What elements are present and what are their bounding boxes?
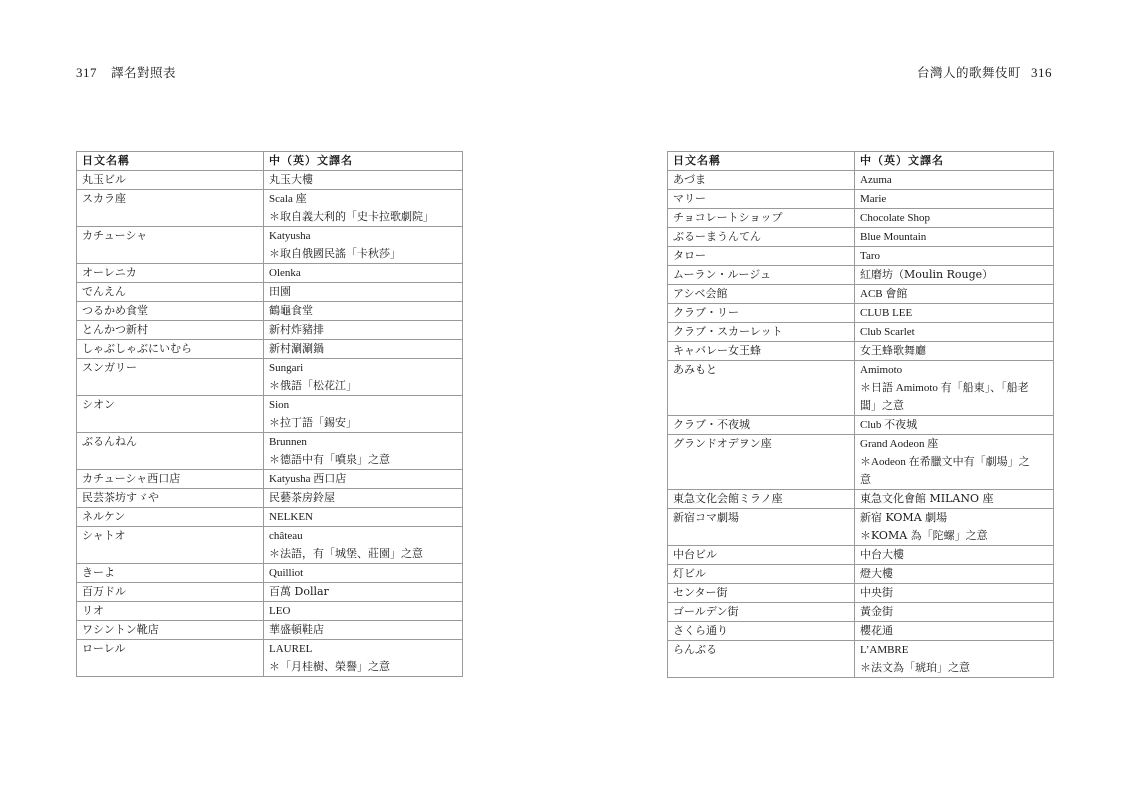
translated-name: 女王蜂歌舞廳	[860, 344, 926, 357]
translated-name-cell	[264, 527, 463, 564]
running-title: 台灣人的歌舞伎町	[916, 65, 1021, 80]
translated-name-cell	[855, 565, 1054, 584]
translated-name-cell	[855, 228, 1054, 247]
translated-name: Scala 座	[269, 193, 307, 205]
japanese-name: ワシントン靴店	[77, 621, 264, 640]
japanese-name: クラブ・スカーレット	[668, 323, 855, 342]
table-row	[668, 565, 1054, 584]
table-row	[77, 433, 463, 470]
table-row	[668, 228, 1054, 247]
table-row	[668, 190, 1054, 209]
translated-name-cell	[855, 304, 1054, 323]
translated-name-cell	[855, 190, 1054, 209]
table-row	[77, 527, 463, 564]
translated-name: Brunnen	[269, 436, 307, 448]
page-number: 317	[76, 65, 97, 80]
translated-name-cell	[264, 227, 463, 264]
translated-name: CLUB LEE	[860, 307, 913, 319]
column-header-japanese: 日文名稱	[668, 152, 855, 171]
translated-name: Grand Aodeon 座	[860, 438, 939, 450]
japanese-name: 新宿コマ劇場	[668, 509, 855, 546]
translated-name-cell	[855, 546, 1054, 565]
japanese-name: きーよ	[77, 564, 264, 583]
translated-name-cell	[264, 583, 463, 602]
table-row	[77, 489, 463, 508]
translated-name-cell	[264, 340, 463, 359]
table-row	[77, 602, 463, 621]
translated-name-cell	[855, 361, 1054, 416]
table-row	[668, 509, 1054, 546]
japanese-name: ローレル	[77, 640, 264, 677]
glossary-table-right	[667, 151, 1054, 678]
translated-name-cell	[264, 508, 463, 527]
table-row	[668, 247, 1054, 266]
table-row	[668, 416, 1054, 435]
translated-name-cell	[264, 489, 463, 508]
translation-note: ＊俄語「松花江」	[269, 380, 357, 392]
translation-note: ＊法文為「琥珀」之意	[860, 662, 970, 674]
japanese-name: ぶるーまうんてん	[668, 228, 855, 247]
japanese-name: スンガリー	[77, 359, 264, 396]
japanese-name: センター街	[668, 584, 855, 603]
translated-name: 中央街	[860, 586, 893, 599]
translation-note: ＊「月桂樹、榮譽」之意	[269, 661, 390, 673]
translation-note: ＊德語中有「噴泉」之意	[269, 454, 390, 466]
translated-name: 民藝茶房鈴屋	[269, 491, 335, 504]
translated-name: château	[269, 530, 303, 542]
japanese-name: ネルケン	[77, 508, 264, 527]
japanese-name: とんかつ新村	[77, 321, 264, 340]
japanese-name: つるかめ食堂	[77, 302, 264, 321]
translated-name: Sion	[269, 399, 290, 411]
table-row	[668, 209, 1054, 228]
translated-name: Azuma	[860, 174, 892, 186]
translated-name: Marie	[860, 193, 887, 205]
translation-note: ＊日語 Amimoto 有「船東」、「船老	[860, 382, 1029, 394]
translated-name: Katyusha	[269, 230, 311, 242]
japanese-name: あみもと	[668, 361, 855, 416]
table-row	[77, 508, 463, 527]
japanese-name: でんえん	[77, 283, 264, 302]
translated-name-cell	[855, 171, 1054, 190]
table-row	[668, 266, 1054, 285]
column-header-translation: 中（英）文譯名	[264, 152, 463, 171]
table-row	[668, 584, 1054, 603]
column-header-translation: 中（英）文譯名	[855, 152, 1054, 171]
translated-name-cell	[855, 247, 1054, 266]
japanese-name: チョコレートショップ	[668, 209, 855, 228]
table-row	[77, 321, 463, 340]
translated-name: 新宿 KOMA 劇場	[860, 511, 948, 524]
translated-name-cell	[264, 621, 463, 640]
japanese-name: 灯ビル	[668, 565, 855, 584]
translated-name: 燈大樓	[860, 567, 893, 580]
table-header-row	[77, 152, 463, 171]
japanese-name: グランドオデヲン座	[668, 435, 855, 490]
japanese-name: マリー	[668, 190, 855, 209]
japanese-name: さくら通り	[668, 622, 855, 641]
translated-name-cell	[264, 564, 463, 583]
translated-name-cell	[264, 190, 463, 227]
translation-note-continued: 闆」之意	[860, 400, 904, 412]
japanese-name: ムーラン・ルージュ	[668, 266, 855, 285]
table-row	[77, 171, 463, 190]
translated-name-cell	[264, 264, 463, 283]
translated-name-cell	[855, 209, 1054, 228]
table-row	[77, 283, 463, 302]
translated-name: Olenka	[269, 267, 301, 279]
translated-name: 黃金街	[860, 605, 893, 618]
japanese-name: タロー	[668, 247, 855, 266]
table-row	[77, 302, 463, 321]
table-row	[77, 396, 463, 433]
translated-name-cell	[855, 641, 1054, 678]
translation-note: ＊法語，有「城堡、莊園」之意	[269, 548, 423, 560]
table-row	[77, 470, 463, 489]
translation-note: ＊取自義大利的「史卡拉歌劇院」	[269, 211, 434, 223]
translation-note: ＊拉丁語「錫安」	[269, 417, 357, 429]
table-row	[77, 640, 463, 677]
running-head-right	[917, 63, 1052, 81]
table-row	[668, 603, 1054, 622]
translated-name: 華盛頓鞋店	[269, 623, 324, 636]
table-row	[668, 435, 1054, 490]
translated-name-cell	[855, 584, 1054, 603]
translated-name: Katyusha 西口店	[269, 473, 347, 485]
table-row	[77, 227, 463, 264]
translation-note: ＊Aodeon 在希臘文中有「劇場」之	[860, 456, 1030, 468]
japanese-name: シオン	[77, 396, 264, 433]
translated-name: Club 不夜城	[860, 419, 918, 431]
translated-name: Taro	[860, 250, 880, 262]
translated-name: 田園	[269, 285, 291, 298]
page-number: 316	[1031, 65, 1052, 80]
table-row	[77, 583, 463, 602]
column-header-japanese: 日文名稱	[77, 152, 264, 171]
translation-note: ＊KOMA 為「陀螺」之意	[860, 529, 988, 542]
table-row	[77, 190, 463, 227]
translated-name: 百萬 Dollar	[269, 585, 329, 598]
translated-name: LEO	[269, 605, 291, 617]
table-row	[668, 304, 1054, 323]
translated-name-cell	[855, 285, 1054, 304]
translated-name-cell	[855, 416, 1054, 435]
japanese-name: アシベ会館	[668, 285, 855, 304]
translated-name-cell	[264, 302, 463, 321]
translated-name-cell	[264, 396, 463, 433]
table-row	[668, 641, 1054, 678]
running-title: 譯名對照表	[111, 65, 177, 80]
translated-name: Amimoto	[860, 364, 903, 376]
table-row	[668, 490, 1054, 509]
japanese-name: 百万ドル	[77, 583, 264, 602]
japanese-name: オーレニカ	[77, 264, 264, 283]
japanese-name: 民芸茶坊すゞや	[77, 489, 264, 508]
translated-name-cell	[855, 266, 1054, 285]
japanese-name: しゃぶしゃぶにいむら	[77, 340, 264, 359]
translated-name: 紅磨坊（Moulin Rouge）	[860, 268, 994, 281]
translated-name: Sungari	[269, 362, 304, 374]
table-row	[77, 359, 463, 396]
translated-name: Quilliot	[269, 567, 304, 579]
translated-name: 中台大樓	[860, 548, 904, 561]
table-row	[668, 361, 1054, 416]
translated-name: Chocolate Shop	[860, 212, 930, 224]
glossary-table-left	[76, 151, 463, 677]
japanese-name: クラブ・不夜城	[668, 416, 855, 435]
table-row	[77, 340, 463, 359]
japanese-name: あづま	[668, 171, 855, 190]
translated-name: 東急文化會館 MILANO 座	[860, 492, 994, 505]
translated-name: 鶴龜食堂	[269, 304, 313, 317]
translated-name-cell	[855, 490, 1054, 509]
japanese-name: リオ	[77, 602, 264, 621]
table-row	[668, 622, 1054, 641]
table-row	[668, 546, 1054, 565]
right-page	[564, 0, 1128, 800]
japanese-name: ぶるんねん	[77, 433, 264, 470]
translated-name-cell	[264, 359, 463, 396]
table-row	[668, 285, 1054, 304]
japanese-name: クラブ・リー	[668, 304, 855, 323]
japanese-name: カチューシャ西口店	[77, 470, 264, 489]
translation-note: ＊取自俄國民謠「卡秋莎」	[269, 248, 401, 260]
japanese-name: 中台ビル	[668, 546, 855, 565]
japanese-name: らんぶる	[668, 641, 855, 678]
translated-name: 新村涮涮鍋	[269, 342, 324, 355]
table-row	[77, 621, 463, 640]
translated-name-cell	[264, 321, 463, 340]
translated-name-cell	[855, 603, 1054, 622]
japanese-name: キャバレー女王蜂	[668, 342, 855, 361]
japanese-name: 丸玉ビル	[77, 171, 264, 190]
translated-name-cell	[855, 435, 1054, 490]
japanese-name: スカラ座	[77, 190, 264, 227]
table-row	[668, 171, 1054, 190]
translated-name-cell	[264, 171, 463, 190]
translated-name-cell	[264, 470, 463, 489]
translated-name: Blue Mountain	[860, 231, 927, 243]
translated-name-cell	[264, 283, 463, 302]
japanese-name: シャトオ	[77, 527, 264, 564]
translated-name: Club Scarlet	[860, 326, 915, 338]
running-head-left	[76, 63, 176, 81]
table-row	[77, 264, 463, 283]
translated-name-cell	[264, 640, 463, 677]
translation-note-continued: 意	[860, 474, 871, 486]
translated-name-cell	[264, 602, 463, 621]
table-row	[668, 323, 1054, 342]
table-header-row	[668, 152, 1054, 171]
translated-name: L’AMBRE	[860, 644, 909, 656]
translated-name: LAUREL	[269, 643, 313, 655]
translated-name-cell	[855, 509, 1054, 546]
japanese-name: ゴールデン街	[668, 603, 855, 622]
translated-name-cell	[855, 342, 1054, 361]
japanese-name: カチューシャ	[77, 227, 264, 264]
table-row	[668, 342, 1054, 361]
japanese-name: 東急文化会館ミラノ座	[668, 490, 855, 509]
translated-name: NELKEN	[269, 511, 313, 523]
translated-name-cell	[264, 433, 463, 470]
translated-name: 丸玉大樓	[269, 173, 313, 186]
translated-name: 新村炸豬排	[269, 323, 324, 336]
translated-name: ACB 會館	[860, 288, 908, 300]
translated-name-cell	[855, 622, 1054, 641]
table-row	[77, 564, 463, 583]
translated-name-cell	[855, 323, 1054, 342]
translated-name: 櫻花通	[860, 624, 893, 637]
